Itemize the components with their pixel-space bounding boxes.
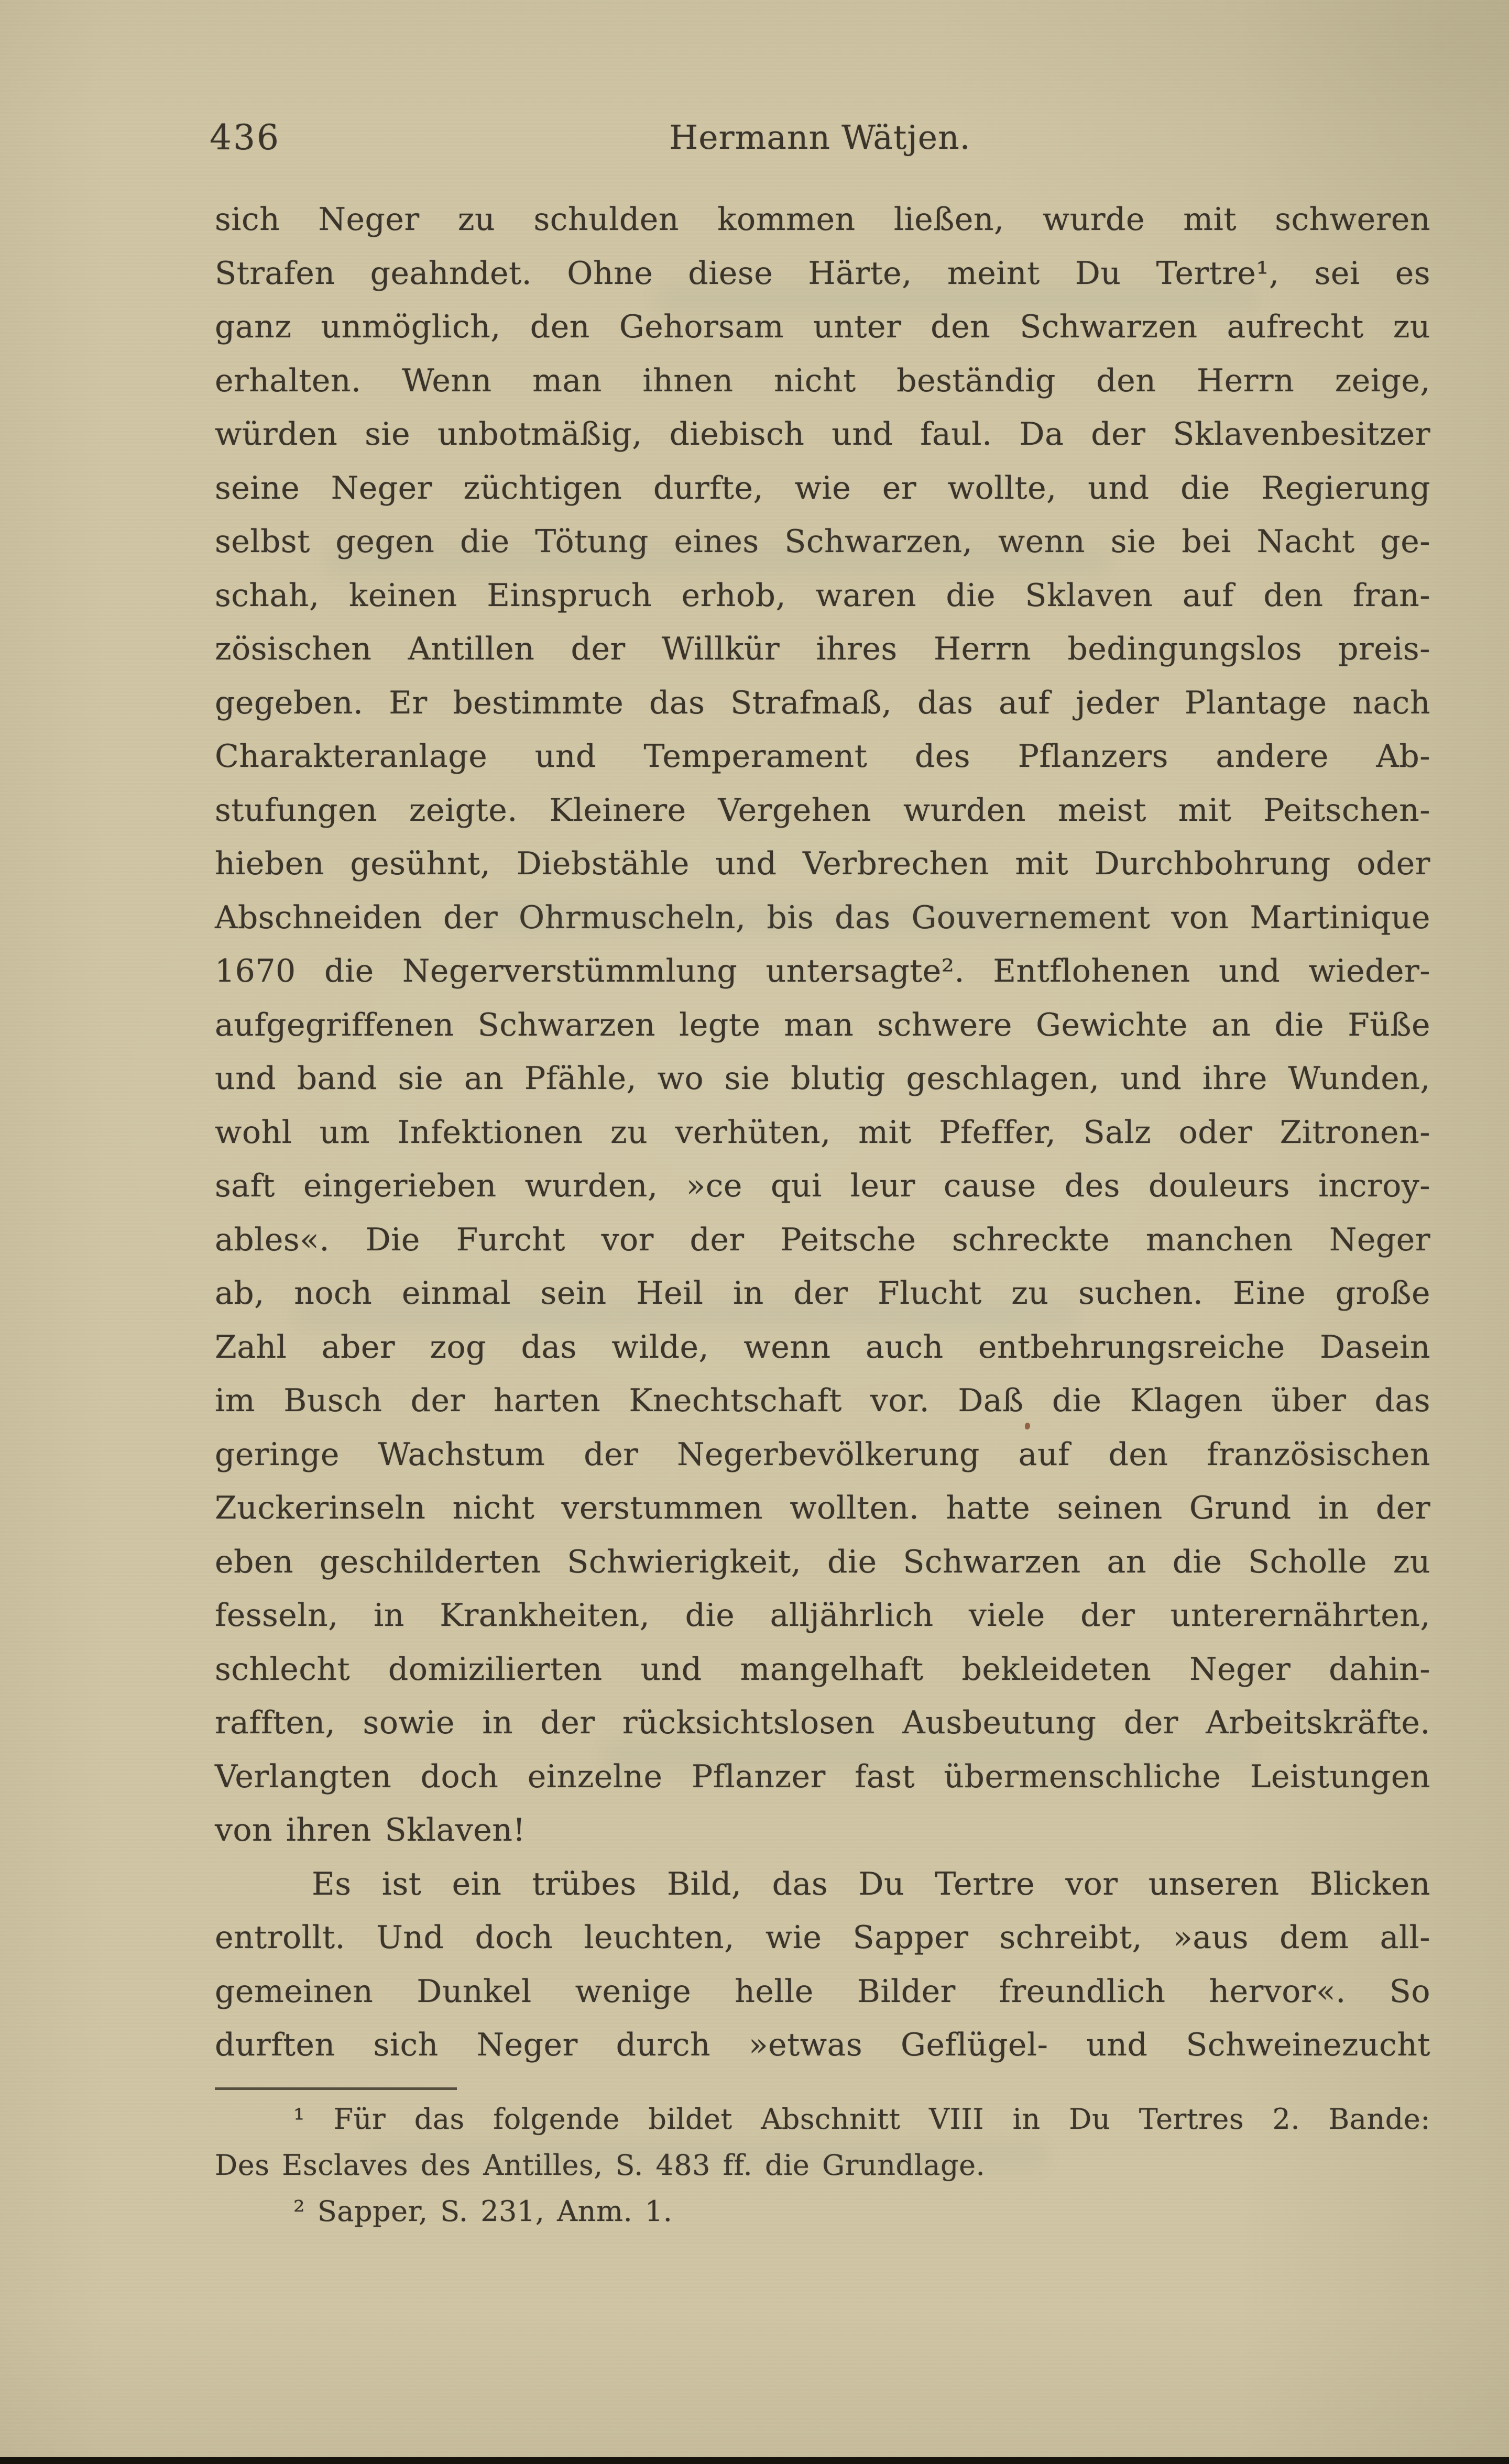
text-line: Strafen geahndet. Ohne diese Härte, meint Du Tertre¹, sei es: [215, 255, 1430, 292]
text-line: 1670 die Negerverstümmlung untersagte². Entflohenen und wieder-: [215, 953, 1430, 989]
text-line: Charakteranlage und Temperament des Pflanzers andere Ab-: [215, 738, 1430, 775]
text-line: schah, keinen Einspruch erhob, waren die Sklaven auf den fran-: [215, 577, 1430, 614]
text-line: würden sie unbotmäßig, diebisch und faul. Da der Sklavenbesitzer: [215, 416, 1430, 453]
footnote-rule: [215, 2087, 457, 2090]
text-line: Zuckerinseln nicht verstummen wollten. hatte seinen Grund in der: [215, 1490, 1430, 1526]
text-line: saft eingerieben wurden, »ce qui leur cause des douleurs incroy-: [215, 1168, 1430, 1204]
text-line: im Busch der harten Knechtschaft vor. Daß die Klagen über das: [215, 1382, 1430, 1419]
text-line: sich Neger zu schulden kommen ließen, wurde mit schweren: [215, 201, 1430, 238]
text-line: eben geschilderten Schwierigkeit, die Schwarzen an die Scholle zu: [215, 1543, 1430, 1580]
text-line: und band sie an Pfähle, wo sie blutig geschlagen, und ihre Wunden,: [215, 1060, 1430, 1097]
text-line: stufungen zeigte. Kleinere Vergehen wurden meist mit Peitschen-: [215, 791, 1430, 829]
text-line: Zahl aber zog das wilde, wenn auch entbehrungsreiche Dasein: [215, 1328, 1430, 1366]
text-line: von ihren Sklaven!: [215, 1812, 526, 1849]
text-line: aufgegriffenen Schwarzen legte man schwere Gewichte an die Füße: [215, 1006, 1430, 1043]
text-line: fesseln, in Krankheiten, die alljährlich viele der unterernährten,: [215, 1597, 1430, 1634]
text-line: rafften, sowie in der rücksichtslosen Ausbeutung der Arbeitskräfte.: [215, 1704, 1430, 1741]
text-line: Es ist ein trübes Bild, das Du Tertre vor unseren Blicken: [312, 1865, 1430, 1902]
text-line: ab, noch einmal sein Heil in der Flucht zu suchen. Eine große: [215, 1275, 1430, 1312]
text-line: erhalten. Wenn man ihnen nicht beständig den Herrn zeige,: [215, 362, 1430, 399]
text-line: ² Sapper, S. 231, Anm. 1.: [293, 2195, 673, 2228]
text-line: schlecht domizilierten und mangelhaft bekleideten Neger dahin-: [215, 1651, 1430, 1688]
text-line: zösischen Antillen der Willkür ihres Herrn bedingungslos preis-: [215, 631, 1430, 667]
text-line: wohl um Infektionen zu verhüten, mit Pfeffer, Salz oder Zitronen-: [215, 1114, 1430, 1151]
text-line: Abschneiden der Ohrmuscheln, bis das Gouvernement von Martinique: [215, 899, 1430, 936]
scan-edge: [0, 2457, 1509, 2464]
text-line: durften sich Neger durch »etwas Geflügel- und Schweinezucht: [215, 2027, 1430, 2063]
text-line: gegeben. Er bestimmte das Strafmaß, das auf jeder Plantage nach: [215, 684, 1430, 721]
text-line: hieben gesühnt, Diebstähle und Verbrechen mit Durchbohrung oder: [215, 845, 1430, 882]
page-number: 436: [210, 117, 280, 158]
body-text: [215, 193, 1430, 2072]
text-line: geringe Wachstum der Negerbevölkerung auf den französischen: [215, 1436, 1430, 1473]
page-header: [210, 114, 1430, 161]
text-line: Verlangten doch einzelne Pflanzer fast übermenschliche Leistungen: [215, 1758, 1430, 1795]
text-line: entrollt. Und doch leuchten, wie Sapper schreibt, »aus dem all-: [215, 1919, 1430, 1956]
text-line: gemeinen Dunkel wenige helle Bilder freundlich hervor«. So: [215, 1973, 1430, 2010]
footnotes: [215, 2096, 1430, 2235]
text-line: ables«. Die Furcht vor der Peitsche schreckte manchen Neger: [215, 1221, 1430, 1258]
text-line: Des Esclaves des Antilles, S. 483 ff. die Grundlage.: [215, 2149, 986, 2182]
running-title: Hermann Wätjen.: [669, 118, 971, 157]
text-line: selbst gegen die Tötung eines Schwarzen, wenn sie bei Nacht ge-: [215, 523, 1430, 560]
text-line: ganz unmöglich, den Gehorsam unter den Schwarzen aufrecht zu: [215, 309, 1430, 345]
text-line: seine Neger züchtigen durfte, wie er wollte, und die Regierung: [215, 469, 1430, 507]
text-line: ¹ Für das folgende bildet Abschnitt VIII in Du Tertres 2. Bande:: [293, 2103, 1430, 2136]
